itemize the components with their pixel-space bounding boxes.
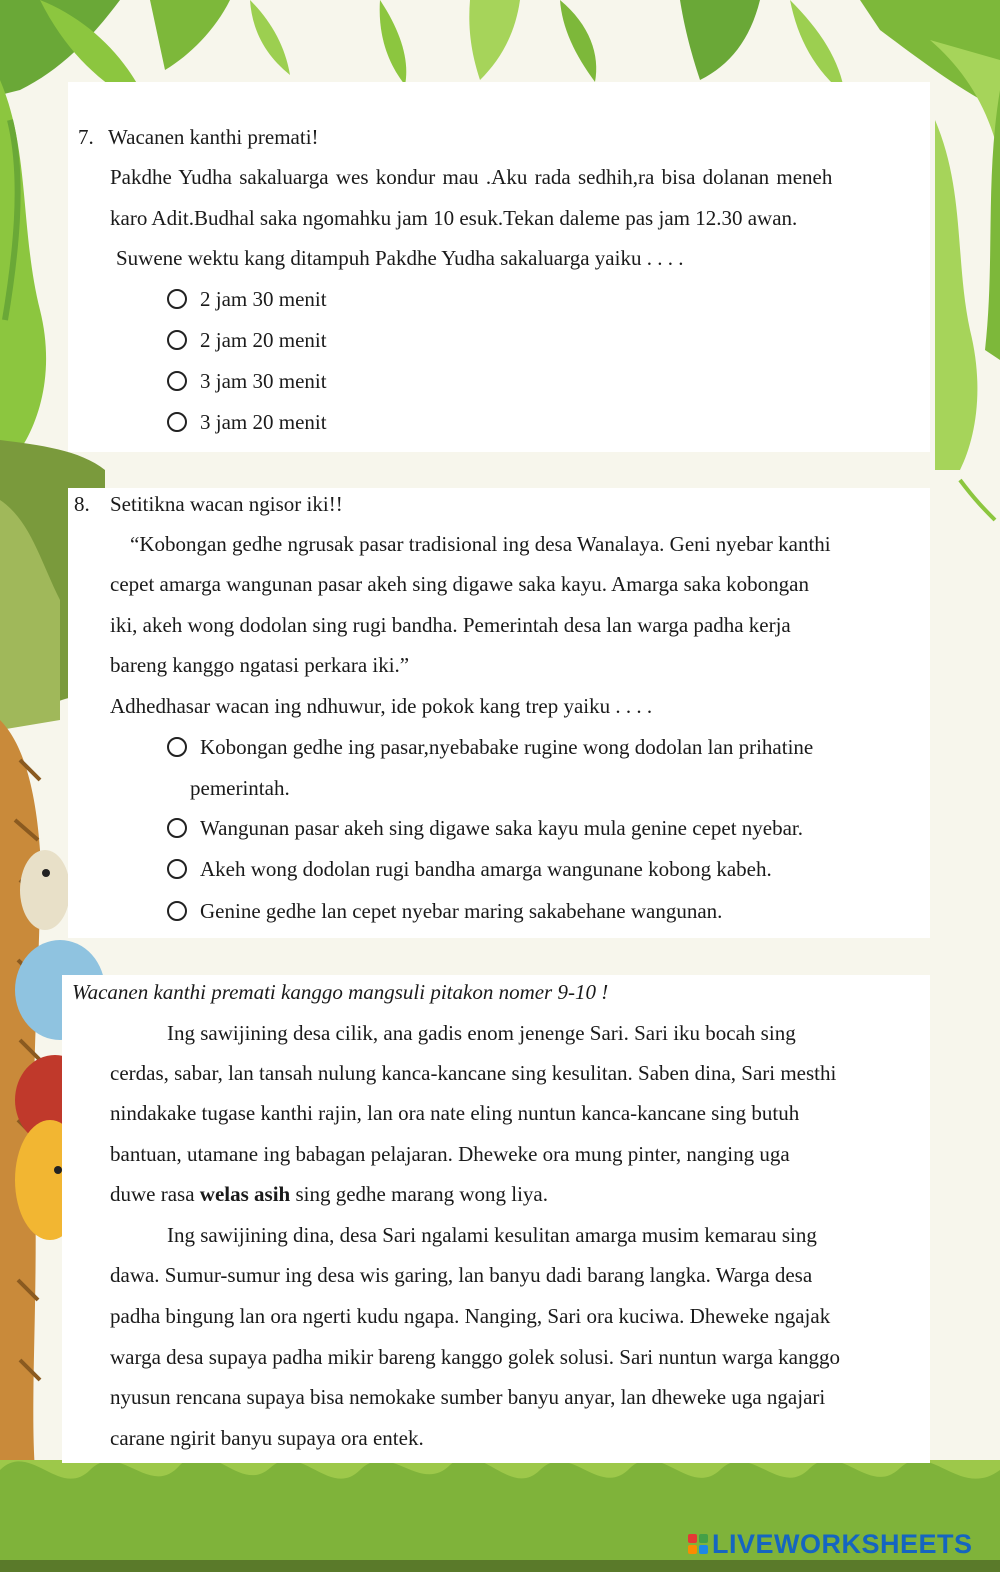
question-8-number: 8.	[74, 492, 90, 516]
reading-heading: Wacanen kanthi premati kanggo mangsuli pitakon nomer 9-10 !	[72, 980, 609, 1004]
question-7-passage-line: karo Adit.Budhal saka ngomahku jam 10 esuk.Tekan daleme pas jam 12.30 awan.	[110, 206, 798, 230]
reading-paragraph-line: Ing sawijining dina, desa Sari ngalami kesulitan amarga musim kemarau sing	[167, 1223, 817, 1247]
option-label: Kobongan gedhe ing pasar,nyebabake rugine wong dodolan lan prihatine	[200, 735, 814, 759]
option-label-continuation: pemerintah.	[190, 776, 290, 800]
text-segment: sing gedhe marang wong liya.	[290, 1182, 549, 1206]
question-8-option-b[interactable]	[167, 815, 803, 841]
question-8-option-d[interactable]	[167, 898, 722, 924]
radio-button[interactable]	[167, 901, 187, 921]
question-8-passage-line: iki, akeh wong dodolan sing rugi bandha. Pemerintah desa lan warga padha kerja	[110, 613, 791, 637]
reading-paragraph-line: bantuan, utamane ing babagan pelajaran. Dheweke ora mung pinter, nanging uga	[110, 1142, 790, 1166]
question-8-instruction: Setitikna wacan ngisor iki!!	[110, 492, 343, 516]
text-segment: duwe rasa	[110, 1182, 200, 1206]
radio-button[interactable]	[167, 737, 187, 757]
reading-paragraph-line: dawa. Sumur-sumur ing desa wis garing, lan banyu dadi barang langka. Warga desa	[110, 1263, 813, 1287]
right-vines-decoration	[935, 90, 1000, 520]
reading-paragraph-line: cerdas, sabar, lan tansah nulung kanca-kancane sing kesulitan. Saben dina, Sari mesthi	[110, 1061, 837, 1085]
question-8-passage-line: bareng kanggo ngatasi perkara iki.”	[110, 653, 410, 677]
radio-button[interactable]	[167, 371, 187, 391]
logo-icon	[688, 1534, 708, 1554]
option-label: 2 jam 20 menit	[200, 328, 327, 352]
question-7-passage-line: Pakdhe Yudha sakaluarga wes kondur mau .Aku rada sedhih,ra bisa dolanan meneh	[110, 165, 833, 189]
reading-paragraph-line: nindakake tugase kanthi rajin, lan ora nate eling nuntun kanca-kancane sing butuh	[110, 1101, 800, 1125]
question-7-question: Suwene wektu kang ditampuh Pakdhe Yudha sakaluarga yaiku . . . .	[116, 246, 684, 270]
option-label: Genine gedhe lan cepet nyebar maring sakabehane wangunan.	[200, 899, 723, 923]
reading-paragraph-line: warga desa supaya padha mikir bareng kanggo golek solusi. Sari nuntun warga kanggo	[110, 1345, 840, 1369]
bold-phrase: welas asih	[199, 1182, 291, 1206]
option-label: 3 jam 20 menit	[200, 410, 327, 434]
reading-paragraph-line	[110, 1181, 548, 1207]
question-7-number: 7.	[78, 125, 94, 149]
liveworksheets-logo[interactable]	[688, 1526, 973, 1562]
option-label: 2 jam 30 menit	[200, 287, 327, 311]
question-8-question: Adhedhasar wacan ing ndhuwur, ide pokok kang trep yaiku . . . .	[110, 694, 653, 718]
left-vines-decoration	[0, 80, 46, 450]
question-7-option-c[interactable]	[167, 368, 327, 394]
reading-paragraph-line: padha bingung lan ora ngerti kudu ngapa. Nanging, Sari ora kuciwa. Dheweke ngajak	[110, 1304, 831, 1328]
radio-button[interactable]	[167, 818, 187, 838]
question-8-passage-line: “Kobongan gedhe ngrusak pasar tradisional ing desa Wanalaya. Geni nyebar kanthi	[130, 532, 831, 556]
option-label: Akeh wong dodolan rugi bandha amarga wangunane kobong kabeh.	[200, 857, 772, 881]
option-label: 3 jam 30 menit	[200, 369, 327, 393]
question-7-option-b[interactable]	[167, 327, 327, 353]
radio-button[interactable]	[167, 412, 187, 432]
question-8-passage-line: cepet amarga wangunan pasar akeh sing digawe saka kayu. Amarga saka kobongan	[110, 572, 809, 596]
radio-button[interactable]	[167, 330, 187, 350]
question-8-option-c[interactable]	[167, 856, 772, 882]
radio-button[interactable]	[167, 859, 187, 879]
reading-paragraph-line: nyusun rencana supaya bisa nemokake sumber banyu anyar, lan dheweke uga ngajari	[110, 1385, 826, 1409]
question-7-option-d[interactable]	[167, 409, 327, 435]
question-8-option-a[interactable]	[167, 734, 813, 760]
question-7-option-a[interactable]	[167, 286, 327, 312]
option-label: Wangunan pasar akeh sing digawe saka kayu mula genine cepet nyebar.	[200, 816, 804, 840]
reading-paragraph-line: carane ngirit banyu supaya ora entek.	[110, 1426, 424, 1450]
reading-paragraph-line: Ing sawijining desa cilik, ana gadis enom jenenge Sari. Sari iku bocah sing	[167, 1021, 796, 1045]
logo-text: LIVEWORKSHEETS	[712, 1528, 973, 1559]
radio-button[interactable]	[167, 289, 187, 309]
question-7-instruction: Wacanen kanthi premati!	[108, 125, 319, 149]
